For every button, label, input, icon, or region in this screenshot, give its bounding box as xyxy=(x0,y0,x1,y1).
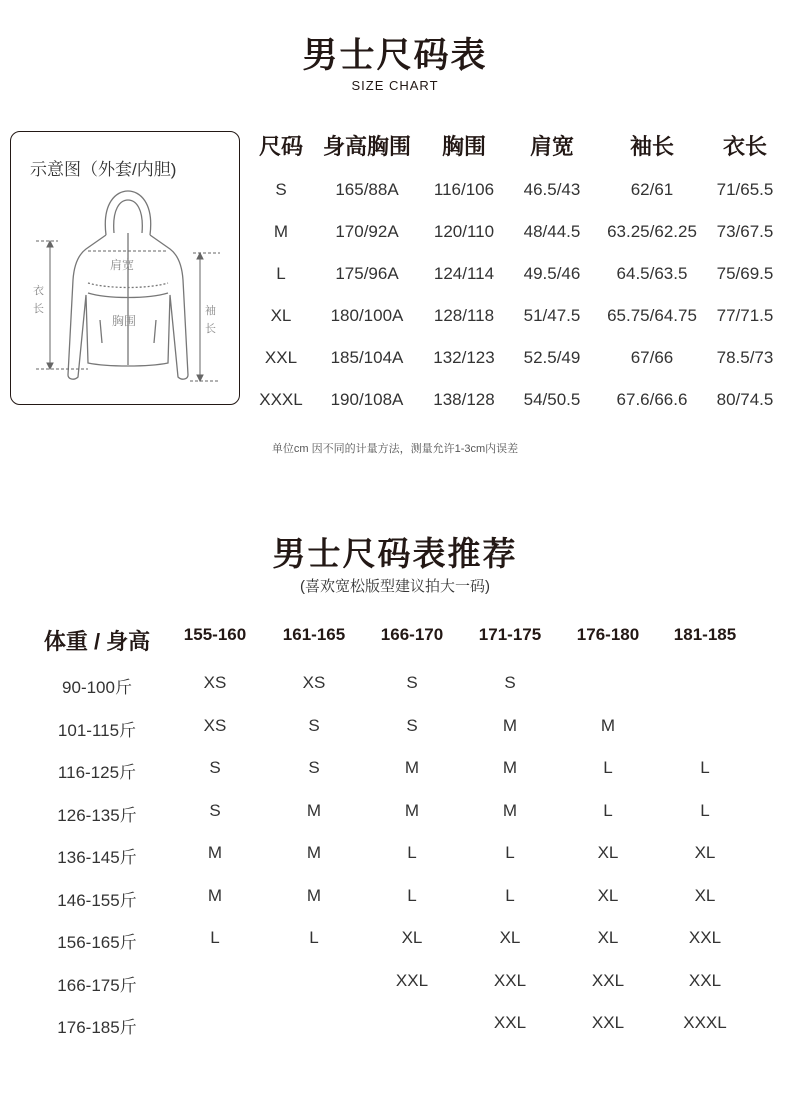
recommend-table-row xyxy=(0,716,790,756)
size-header-cell: 尺码 xyxy=(258,134,303,159)
recommend-size-cell: XXL xyxy=(395,970,429,990)
size-chart-subtitle: SIZE CHART xyxy=(351,78,439,93)
recommend-chart-subtitle: (喜欢宽松版型建议拍大一码) xyxy=(300,578,490,595)
size-cell: 190/108A xyxy=(330,390,404,409)
recommend-size-cell: S xyxy=(504,673,516,692)
recommend-size-cell: XL xyxy=(694,843,716,862)
recommend-table-header xyxy=(0,625,790,665)
size-cell: XL xyxy=(270,306,292,325)
size-cell: 180/100A xyxy=(330,306,404,325)
recommend-weight-label: 116-125斤 xyxy=(57,763,137,782)
size-cell: 63.25/62.25 xyxy=(607,222,697,241)
recommend-size-cell: M xyxy=(207,885,223,905)
recommend-weight-label: 136-145斤 xyxy=(57,848,137,867)
size-header-cell: 袖长 xyxy=(629,134,674,159)
recommend-size-cell: XXL xyxy=(688,970,722,990)
size-chart-title: 男士尺码表 xyxy=(302,36,488,75)
recommend-size-cell: M xyxy=(404,758,420,777)
size-cell: 49.5/46 xyxy=(523,264,581,283)
recommend-table-row xyxy=(0,673,790,713)
recommend-size-cell: S xyxy=(308,715,320,735)
diagram-label-shoulder: 肩宽 xyxy=(110,258,135,272)
recommend-height-header: 181-185 xyxy=(673,625,737,644)
recommend-table-row xyxy=(0,758,790,798)
size-cell: 54/50.5 xyxy=(523,390,581,409)
size-cell: 71/65.5 xyxy=(716,180,774,199)
size-cell: 48/44.5 xyxy=(523,222,581,241)
recommend-size-cell: M xyxy=(502,715,518,735)
size-cell: 78.5/73 xyxy=(716,348,774,367)
recommend-height-header: 171-175 xyxy=(478,625,542,644)
size-cell: 73/67.5 xyxy=(716,222,774,241)
recommend-size-cell: L xyxy=(603,758,613,777)
size-table-row xyxy=(252,180,782,220)
recommend-table-row xyxy=(0,971,790,1011)
recommend-size-cell: XL xyxy=(694,885,716,905)
size-table-row xyxy=(252,390,782,430)
recommend-size-cell: XL xyxy=(597,885,619,905)
measurement-note: 单位cm 因不同的计量方法，测量允许1-3cm内误差 xyxy=(271,443,519,455)
size-table-row xyxy=(252,306,782,346)
size-header-cell: 身高胸围 xyxy=(322,134,411,159)
recommend-size-cell: L xyxy=(505,843,515,862)
recommend-size-cell: L xyxy=(210,928,220,947)
recommend-size-cell: S xyxy=(209,800,221,820)
recommend-weight-label: 126-135斤 xyxy=(57,805,137,825)
recommend-size-cell: L xyxy=(603,800,613,820)
size-cell: 124/114 xyxy=(433,264,495,283)
size-cell: 120/110 xyxy=(433,222,495,241)
recommend-size-cell: M xyxy=(600,715,616,735)
recommend-size-cell: XS xyxy=(302,673,326,692)
recommend-weight-label: 156-165斤 xyxy=(57,933,137,952)
recommend-size-cell: M xyxy=(306,843,322,862)
recommend-size-cell: L xyxy=(505,885,515,905)
recommend-size-cell: L xyxy=(700,800,710,820)
size-cell: 75/69.5 xyxy=(716,264,774,283)
recommend-table-row xyxy=(0,1013,790,1053)
size-header-cell: 肩宽 xyxy=(529,134,574,159)
size-cell: XXXL xyxy=(259,390,303,409)
recommend-size-cell: S xyxy=(209,758,221,777)
recommend-table-row xyxy=(0,801,790,841)
recommend-corner-label: 体重 / 身高 xyxy=(43,629,151,654)
recommend-size-cell: M xyxy=(306,885,322,905)
size-table-header xyxy=(252,130,782,170)
recommend-size-cell: XXL xyxy=(591,1013,625,1032)
size-cell: 80/74.5 xyxy=(716,390,774,409)
recommend-size-cell: M xyxy=(404,800,420,820)
recommend-weight-label: 166-175斤 xyxy=(57,975,137,995)
size-cell: 52.5/49 xyxy=(523,348,581,367)
size-cell: 116/106 xyxy=(433,180,495,199)
recommend-size-cell: XXL xyxy=(493,1013,527,1032)
recommend-size-cell: XXL xyxy=(688,928,722,947)
recommend-size-cell: XS xyxy=(203,715,227,735)
recommend-height-header: 161-165 xyxy=(282,625,346,644)
diagram-label-chest: 胸围 xyxy=(112,314,137,328)
size-cell: 128/118 xyxy=(433,306,495,325)
size-table-row xyxy=(252,222,782,262)
recommend-size-cell: L xyxy=(309,928,319,947)
size-header-cell: 胸围 xyxy=(441,134,486,159)
recommend-size-cell: M xyxy=(502,800,518,820)
size-cell: 62/61 xyxy=(630,180,674,199)
size-cell: XXL xyxy=(264,348,298,367)
size-cell: 46.5/43 xyxy=(523,180,581,199)
diagram-label-sleeve: 袖长 xyxy=(205,305,216,335)
recommend-size-cell: M xyxy=(502,758,518,777)
size-table-row xyxy=(252,348,782,388)
size-cell: 138/128 xyxy=(433,390,495,409)
size-table-row xyxy=(252,264,782,304)
recommend-size-cell: XXXL xyxy=(683,1013,727,1032)
recommend-size-cell: M xyxy=(306,800,322,820)
jacket-diagram-icon xyxy=(28,185,228,390)
size-cell: 51/47.5 xyxy=(523,306,581,325)
recommend-size-cell: XL xyxy=(597,843,619,862)
recommend-size-cell: XXL xyxy=(591,970,625,990)
size-cell: 67/66 xyxy=(630,348,674,367)
size-cell: 65.75/64.75 xyxy=(607,306,697,325)
recommend-table-row xyxy=(0,886,790,926)
size-cell: 132/123 xyxy=(433,348,495,367)
recommend-weight-label: 176-185斤 xyxy=(57,1018,137,1037)
recommend-size-cell: L xyxy=(407,885,417,905)
recommend-table-row xyxy=(0,843,790,883)
diagram-label-length: 衣长 xyxy=(33,285,44,315)
recommend-size-cell: S xyxy=(406,715,418,735)
recommend-size-cell: L xyxy=(700,758,710,777)
size-cell: L xyxy=(276,264,286,283)
recommend-size-cell: M xyxy=(207,843,223,862)
recommend-weight-label: 90-100斤 xyxy=(62,678,132,697)
recommend-height-header: 155-160 xyxy=(183,625,247,644)
size-header-cell: 衣长 xyxy=(722,134,767,159)
size-cell: 185/104A xyxy=(330,348,404,367)
recommend-size-cell: XL xyxy=(401,928,423,947)
recommend-size-cell: S xyxy=(308,758,320,777)
size-cell: M xyxy=(273,222,289,241)
recommend-height-header: 176-180 xyxy=(576,625,640,644)
recommend-size-cell: S xyxy=(406,673,418,692)
size-cell: S xyxy=(275,180,287,199)
recommend-size-cell: XL xyxy=(597,928,619,947)
size-cell: 64.5/63.5 xyxy=(616,264,688,283)
size-cell: 67.6/66.6 xyxy=(616,390,688,409)
diagram-caption: 示意图（外套/内胆) xyxy=(30,160,177,179)
size-cell: 170/92A xyxy=(335,222,399,241)
recommend-size-cell: L xyxy=(407,843,417,862)
recommend-chart-title: 男士尺码表推荐 xyxy=(272,535,518,572)
recommend-table-row xyxy=(0,928,790,968)
recommend-size-cell: XS xyxy=(203,673,227,692)
size-cell: 165/88A xyxy=(335,180,399,199)
recommend-height-header: 166-170 xyxy=(380,625,444,644)
recommend-size-cell: XXL xyxy=(493,970,527,990)
recommend-weight-label: 146-155斤 xyxy=(57,890,137,910)
size-cell: 77/71.5 xyxy=(716,306,774,325)
recommend-weight-label: 101-115斤 xyxy=(57,720,137,740)
recommend-size-cell: XL xyxy=(499,928,521,947)
size-cell: 175/96A xyxy=(335,264,399,283)
